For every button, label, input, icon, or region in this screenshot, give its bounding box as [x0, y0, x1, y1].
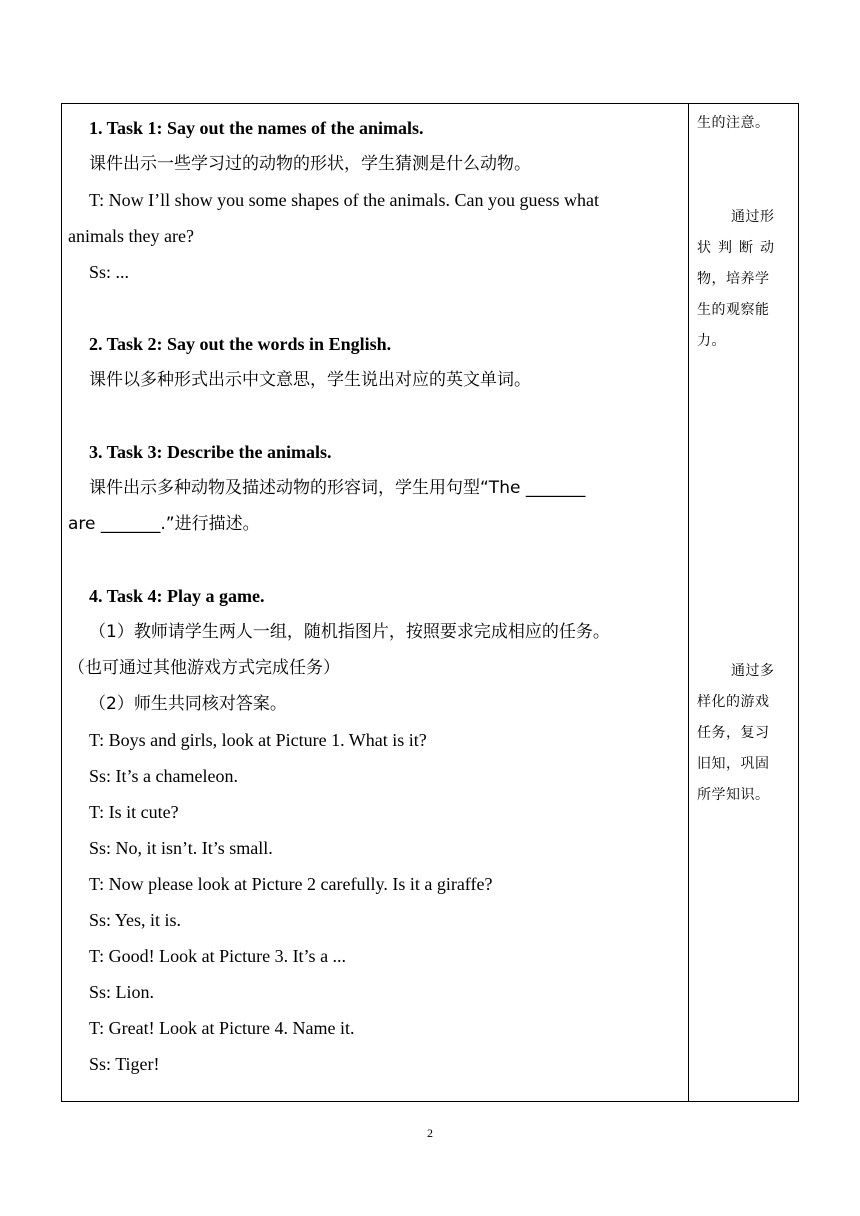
task4-step1-line2: （也可通过其他游戏方式完成任务） [68, 658, 340, 678]
side-note-shape [697, 202, 791, 357]
task4-step1-line1: （1）教师请学生两人一组，随机指图片，按照要求完成相应的任务。 [89, 622, 610, 642]
task3-instruction-line1: 课件出示多种动物及描述动物的形容词，学生用句型“The _______ [89, 478, 586, 498]
side-note-line: 物，培养学 [697, 271, 770, 287]
side-note-game [697, 656, 791, 811]
side-note-line: 样化的游戏 [697, 694, 770, 710]
side-note-line: 所学知识。 [697, 787, 770, 803]
task3-title: 3. Task 3: Describe the animals. [89, 442, 332, 462]
side-note-line: 状判断动 [697, 240, 781, 256]
side-note-line: 力。 [697, 333, 726, 349]
task1-students: Ss: ... [89, 262, 130, 282]
dialogue-line: Ss: Yes, it is. [89, 910, 182, 930]
task2-title: 2. Task 2: Say out the words in English. [89, 334, 392, 354]
task1-title: 1. Task 1: Say out the names of the animals. [89, 118, 424, 138]
side-note-line: 生的观察能 [697, 302, 770, 318]
task1-teacher-line2: animals they are? [68, 226, 194, 246]
dialogue-line: T: Now please look at Picture 2 carefully. Is it a giraffe? [89, 874, 493, 894]
side-note-line: 通过形 [731, 209, 775, 225]
dialogue-line: Ss: It’s a chameleon. [89, 766, 238, 786]
dialogue-line: T: Great! Look at Picture 4. Name it. [89, 1018, 355, 1038]
task1-teacher-line1: T: Now I’ll show you some shapes of the animals. Can you guess what [89, 190, 600, 210]
dialogue-line: T: Boys and girls, look at Picture 1. What is it? [89, 730, 427, 750]
task4-step2: （2）师生共同核对答案。 [89, 694, 287, 714]
task2-instruction: 课件以多种形式出示中文意思，学生说出对应的英文单词。 [89, 370, 531, 390]
dialogue-line: T: Is it cute? [89, 802, 179, 822]
task4-title: 4. Task 4: Play a game. [89, 586, 265, 606]
column-divider [688, 103, 689, 1102]
page-number: 2 [427, 1126, 433, 1140]
task3-instruction-line2: are _______.”进行描述。 [68, 514, 260, 534]
dialogue-line: Ss: No, it isn’t. It’s small. [89, 838, 273, 858]
task1-instruction: 课件出示一些学习过的动物的形状，学生猜测是什么动物。 [89, 154, 531, 174]
side-note-line: 通过多 [731, 663, 775, 679]
dialogue-line: Ss: Tiger! [89, 1054, 160, 1074]
side-note-attention [697, 108, 791, 139]
dialogue-line: T: Good! Look at Picture 3. It’s a ... [89, 946, 347, 966]
dialogue-line: Ss: Lion. [89, 982, 155, 1002]
side-note-line: 生的注意。 [697, 115, 770, 131]
side-note-line: 任务，复习 [697, 725, 770, 741]
side-note-line: 旧知，巩固 [697, 756, 770, 772]
